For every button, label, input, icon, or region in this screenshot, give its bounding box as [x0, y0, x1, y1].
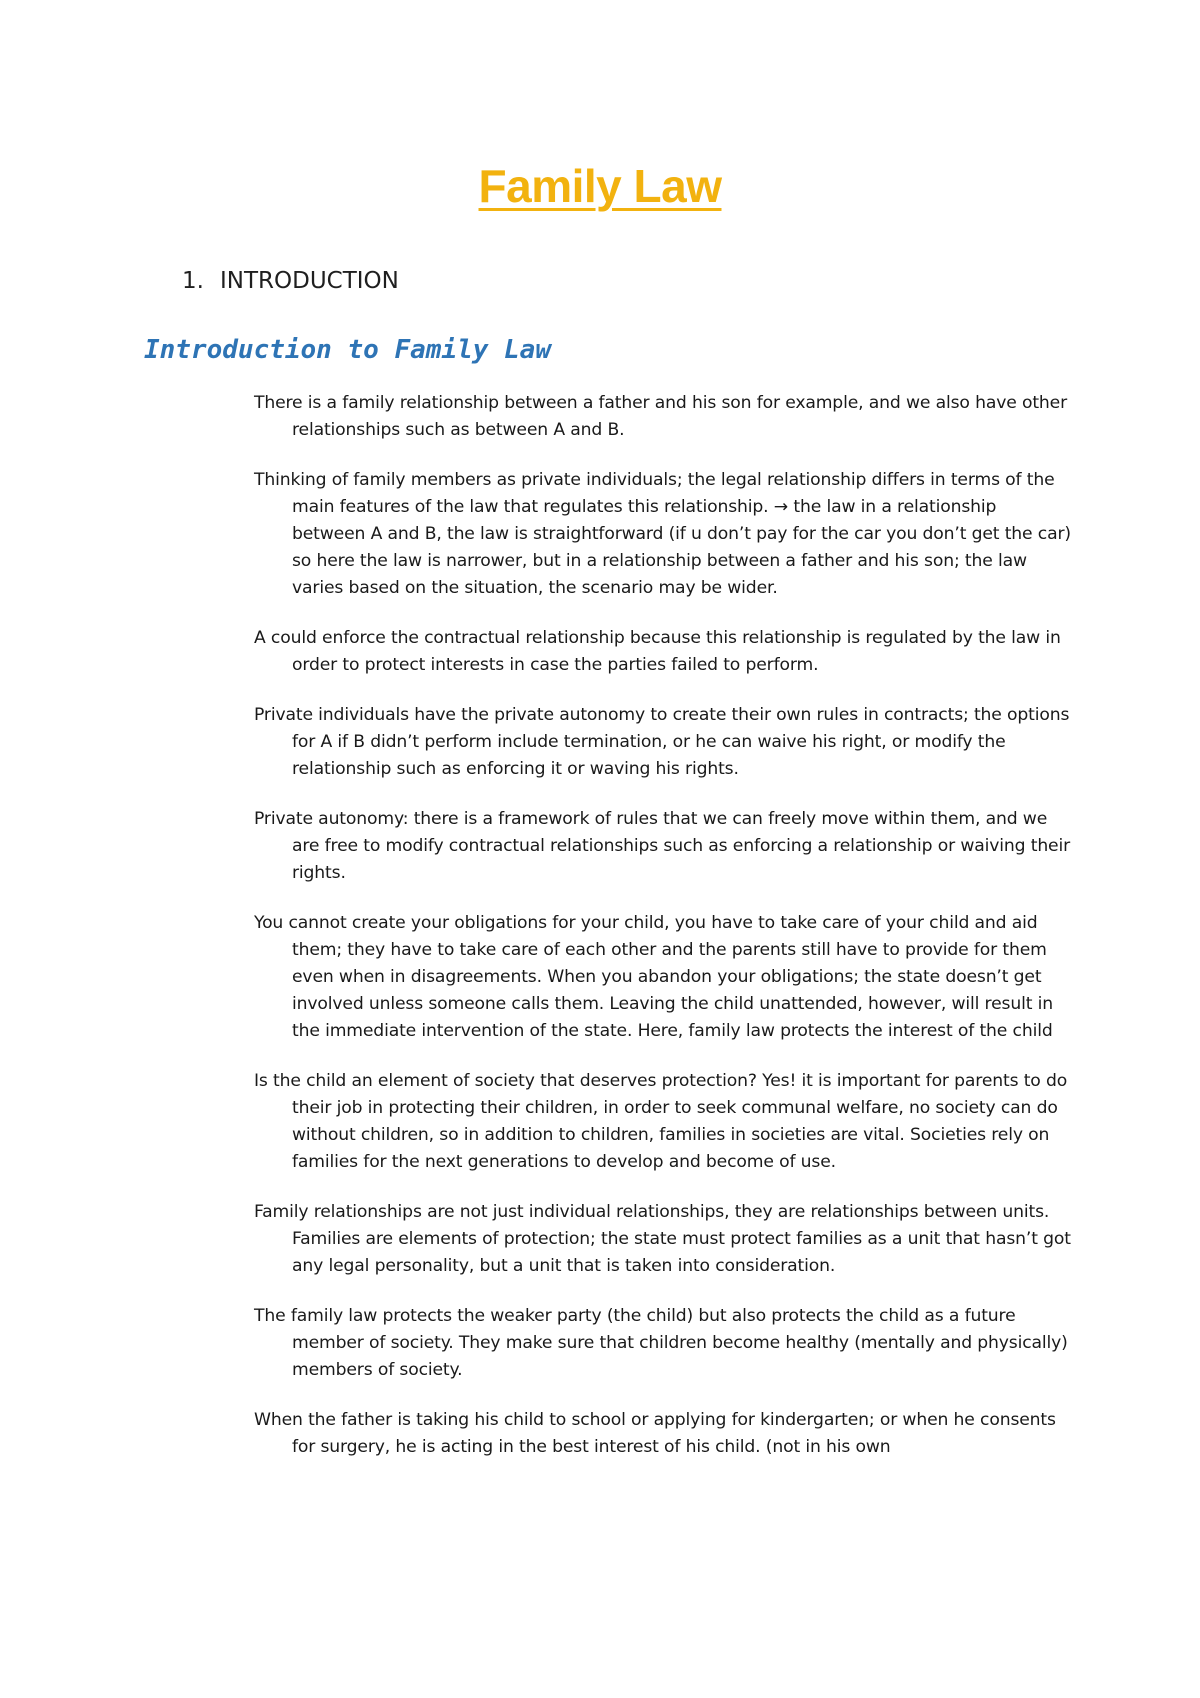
paragraph-6: You cannot create your obligations for your child, you have to take care of your child and aid them; they have to take care of each other and the parents still have to provide for them even when in disagreements. When you abandon your obligations; the state doesn’t get involved unless someone calls them. Leaving the child unattended, however, will result in the immediate intervention of the state. Here, family law protects the interest of the child	[254, 913, 1053, 1041]
paragraph-2: Thinking of family members as private individuals; the legal relationship differs in terms of the main features of the law that regulates this relationship. → the law in a relationship between A and B, the law is straightforward (if u don’t pay for the car you don’t get the car) so here the law is narrower, but in a relationship between a father and his son; the law varies based on the situation, the scenario may be wider.	[254, 470, 1071, 598]
section-number: 1.	[182, 268, 204, 294]
document-title-text: Family Law	[478, 160, 722, 212]
paragraph-3: A could enforce the contractual relationship because this relationship is regulated by the law in order to protect interests in case the parties failed to perform.	[254, 628, 1061, 675]
paragraph-8: Family relationships are not just individual relationships, they are relationships between units. Families are elements of protection; the state must protect families as a unit that hasn’t got any legal personality, but a unit that is taken into consideration.	[254, 1202, 1071, 1276]
section-heading	[182, 266, 399, 296]
paragraph-1: There is a family relationship between a father and his son for example, and we also have other relationships such as between A and B.	[254, 393, 1068, 440]
paragraph-7: Is the child an element of society that deserves protection? Yes! it is important for parents to do their job in protecting their children, in order to seek communal welfare, no society can do without children, so in addition to children, families in societies are vital. Societies rely on families for the next generations to develop and become of use.	[254, 1071, 1068, 1172]
paragraph-5: Private autonomy: there is a framework of rules that we can freely move within them, and we are free to modify contractual relationships such as enforcing a relationship or waiving their rights.	[254, 809, 1071, 883]
paragraph-10: When the father is taking his child to school or applying for kindergarten; or when he consents for surgery, he is acting in the best interest of his child. (not in his own	[254, 1410, 1056, 1457]
subheading: Introduction to Family Law	[144, 335, 551, 365]
section-title: INTRODUCTION	[220, 268, 399, 294]
document-body	[254, 390, 1074, 1484]
document-title	[0, 158, 1200, 214]
paragraph-9: The family law protects the weaker party (the child) but also protects the child as a future member of society. They make sure that children become healthy (mentally and physically) members of society.	[254, 1306, 1068, 1380]
paragraph-4: Private individuals have the private autonomy to create their own rules in contracts; the options for A if B didn’t perform include termination, or he can waive his right, or modify the relationship such as enforcing it or waving his rights.	[254, 705, 1070, 779]
